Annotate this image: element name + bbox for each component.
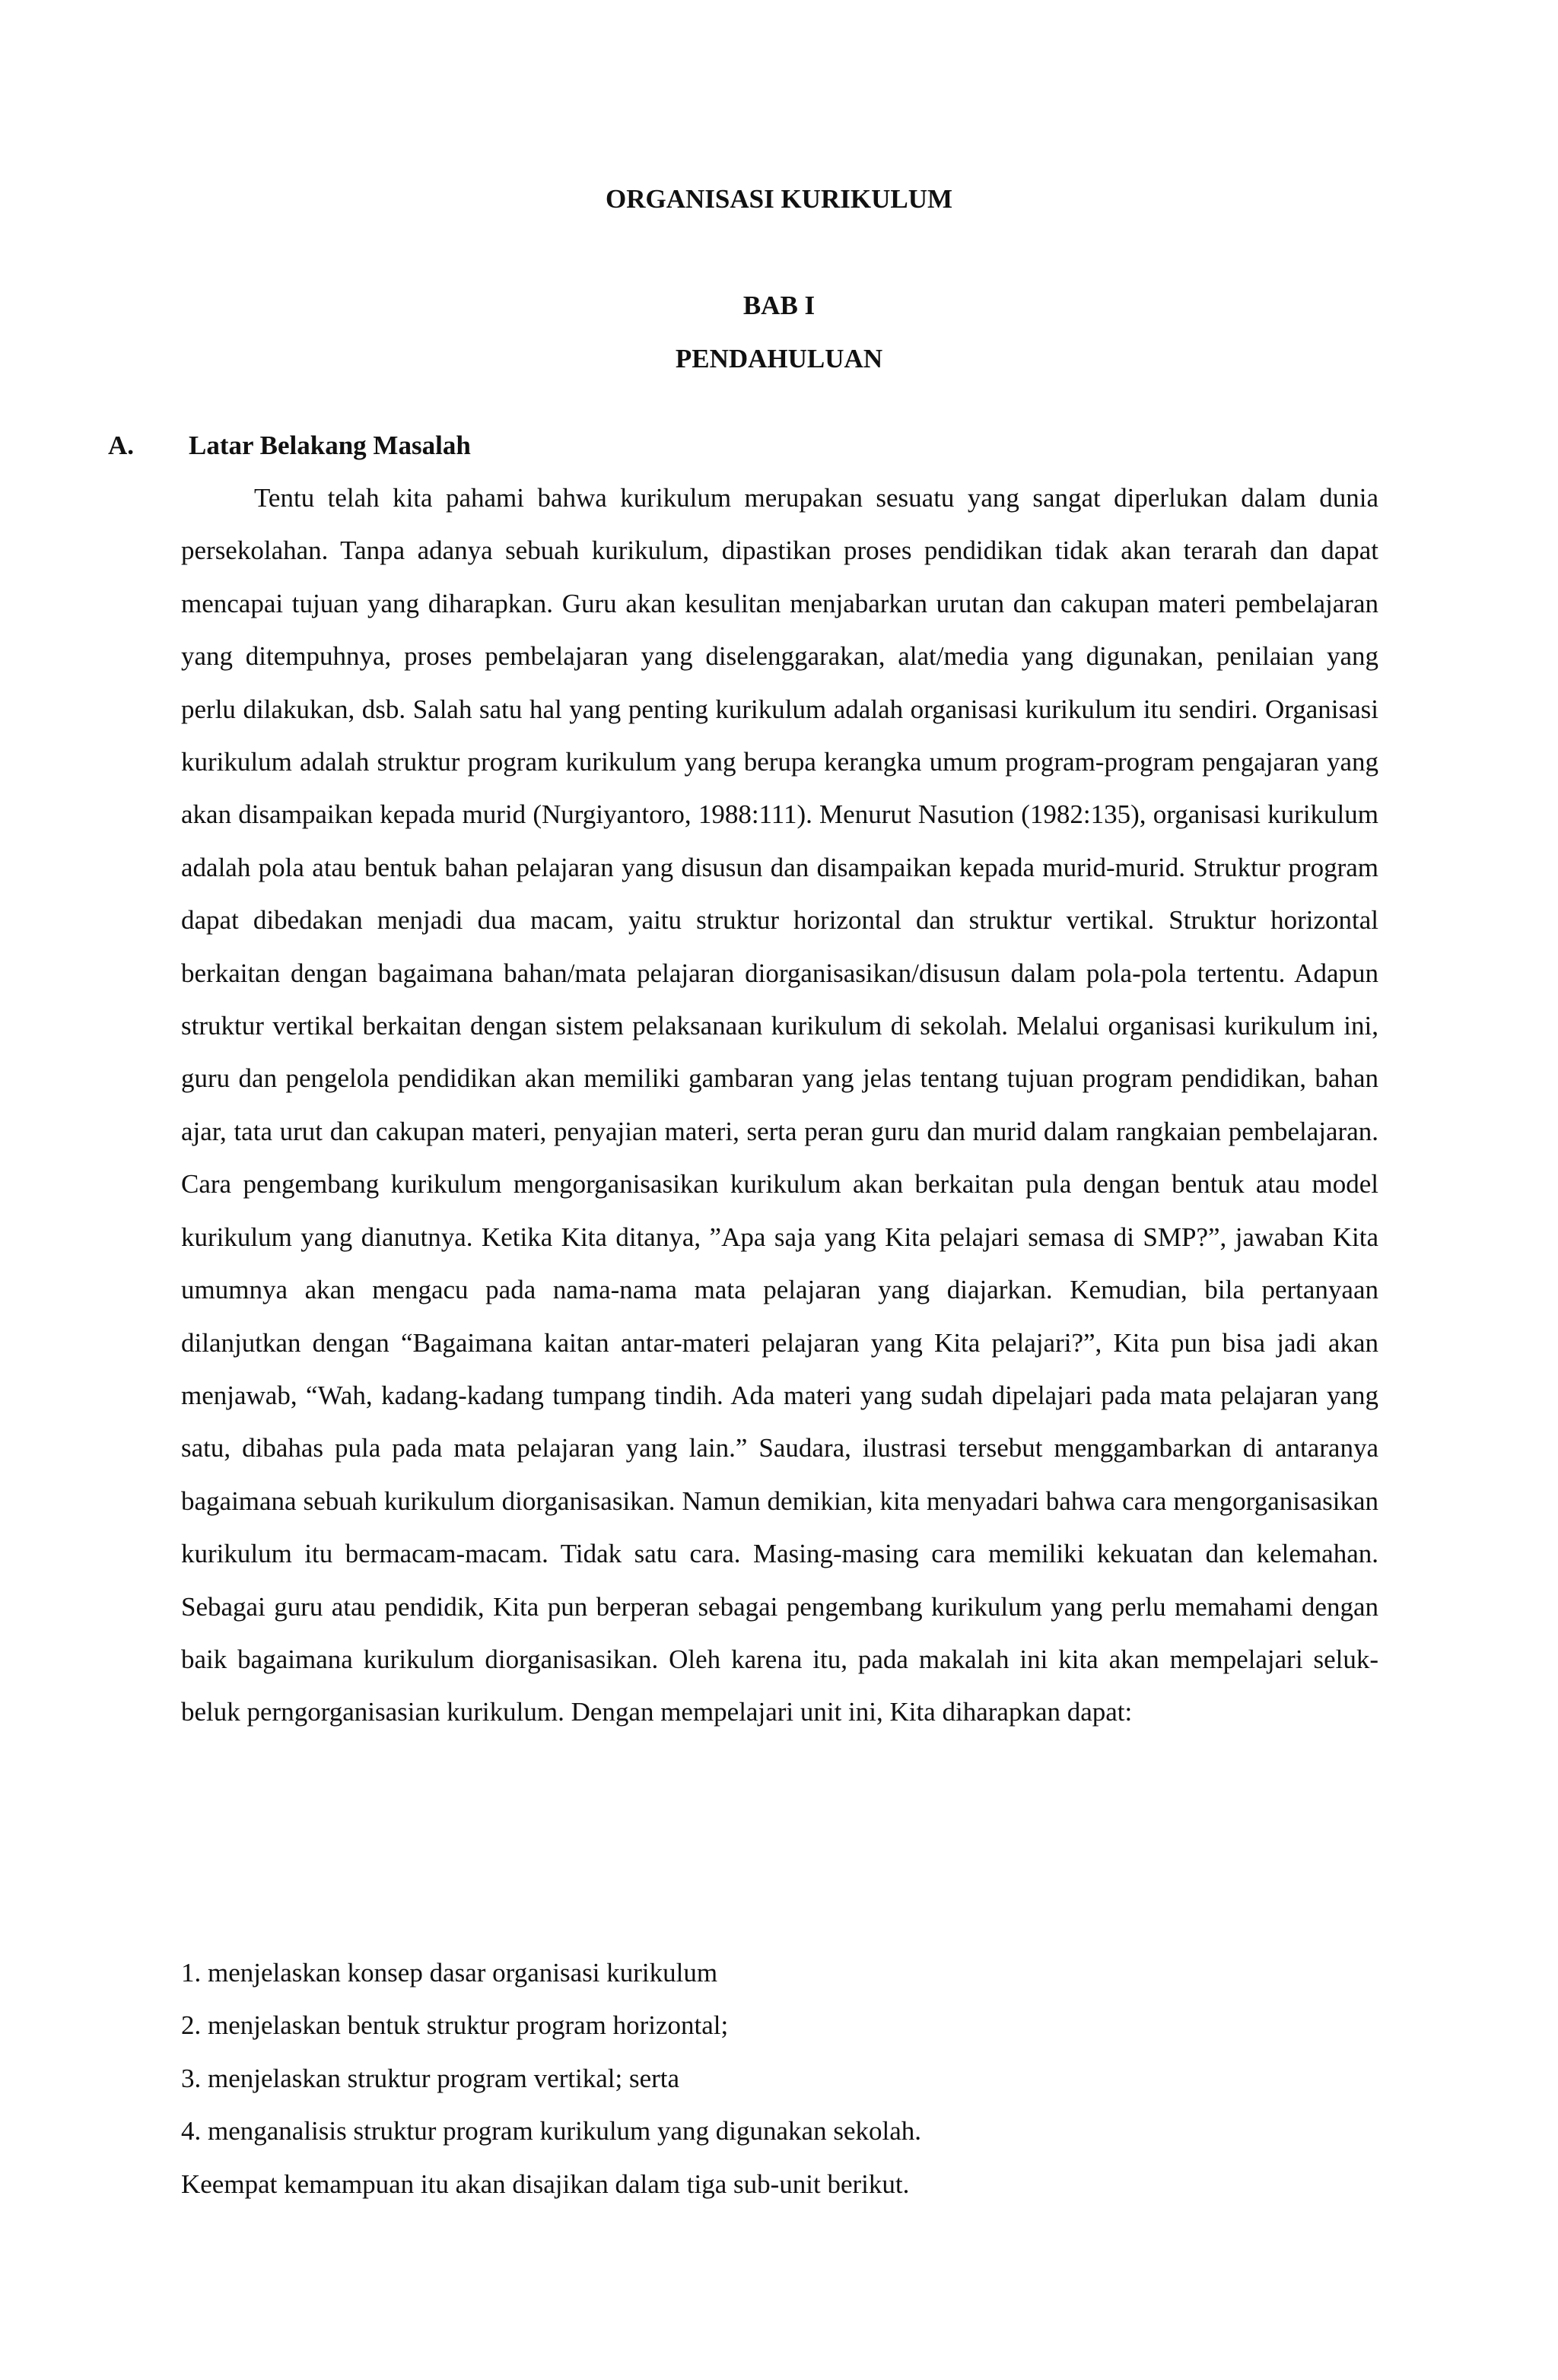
closing-sentence: Keempat kemampuan itu akan disajikan dalam tiga sub-unit berikut. [181,2169,910,2199]
document-title: ORGANISASI KURIKULUM [605,184,953,214]
chapter-title: PENDAHULUAN [675,344,883,373]
section-letter: A. [108,431,135,460]
objective-item: 2. menjelaskan bentuk struktur program horizontal; [181,2010,729,2041]
objective-item: 3. menjelaskan struktur program vertikal; serta [181,2063,680,2093]
objective-item: 1. menjelaskan konsep dasar organisasi kurikulum [181,1958,718,1988]
chapter-number: BAB I [742,291,816,320]
section-heading [108,431,471,461]
objective-list [181,1946,1378,2158]
section-title: Latar Belakang Masalah [189,431,471,460]
objective-item: 4. menganalisis struktur program kurikulum yang digunakan sekolah. [181,2116,922,2146]
body-paragraph: Tentu telah kita pahami bahwa kurikulum merupakan sesuatu yang sangat diperlukan dalam dunia persekolahan. Tanpa adanya sebuah kurikulum, dipastikan proses pendidikan tidak akan terarah dan dapat mencapai tujuan yang diharapkan. Guru akan kesulitan menjabarkan urutan dan cakupan materi pembelajaran yang ditempuhnya, proses pembelajaran yang diselenggarakan, alat/media yang digunakan, penilaian yang perlu dilakukan, dsb. Salah satu hal yang penting kurikulum adalah organisasi kurikulum itu sendiri. Organisasi kurikulum adalah struktur program kurikulum yang berupa kerangka umum program-program pengajaran yang akan disampaikan kepada murid (Nurgiyantoro, 1988:111). Menurut Nasution (1982:135), organisasi kurikulum adalah pola atau bentuk bahan pelajaran yang disusun dan disampaikan kepada murid-murid. Struktur program dapat dibedakan menjadi dua macam, yaitu struktur horizontal dan struktur vertikal. Struktur horizontal berkaitan dengan bagaimana bahan/mata pelajaran diorganisasikan/disusun dalam pola-pola tertentu. Adapun struktur vertikal berkaitan dengan sistem pelaksanaan kurikulum di sekolah. Melalui organisasi kurikulum ini, guru dan pengelola pendidikan akan memiliki gambaran yang jelas tentang tujuan program pendidikan, bahan ajar, tata urut dan cakupan materi, penyajian materi, serta peran guru dan murid dalam rangkaian pembelajaran. Cara pengembang kurikulum mengorganisasikan kurikulum akan berkaitan pula dengan bentuk atau model kurikulum yang dianutnya. Ketika Kita ditanya, ”Apa saja yang Kita pelajari semasa di SMP?”, jawaban Kita umumnya akan mengacu pada nama-nama mata pelajaran yang diajarkan. Kemudian, bila pertanyaan dilanjutkan dengan “Bagaimana kaitan antar-materi pelajaran yang Kita pelajari?”, Kita pun bisa jadi akan menjawab, “Wah, kadang-kadang tumpang tindih. Ada materi yang sudah dipelajari pada mata pelajaran yang satu, dibahas pula pada mata pelajaran yang lain.” Saudara, ilustrasi tersebut menggambarkan di antaranya bagaimana sebuah kurikulum diorganisasikan. Namun demikian, kita menyadari bahwa cara mengorganisasikan kurikulum itu bermacam-macam. Tidak satu cara. Masing-masing cara memiliki kekuatan dan kelemahan. Sebagai guru atau pendidik, Kita pun berperan sebagai pengembang kurikulum yang perlu memahami dengan baik bagaimana kurikulum diorganisasikan. Oleh karena itu, pada makalah ini kita akan mempelajari seluk-beluk perngorganisasian kurikulum. Dengan mempelajari unit ini, Kita diharapkan dapat: [181,483,1378,1727]
